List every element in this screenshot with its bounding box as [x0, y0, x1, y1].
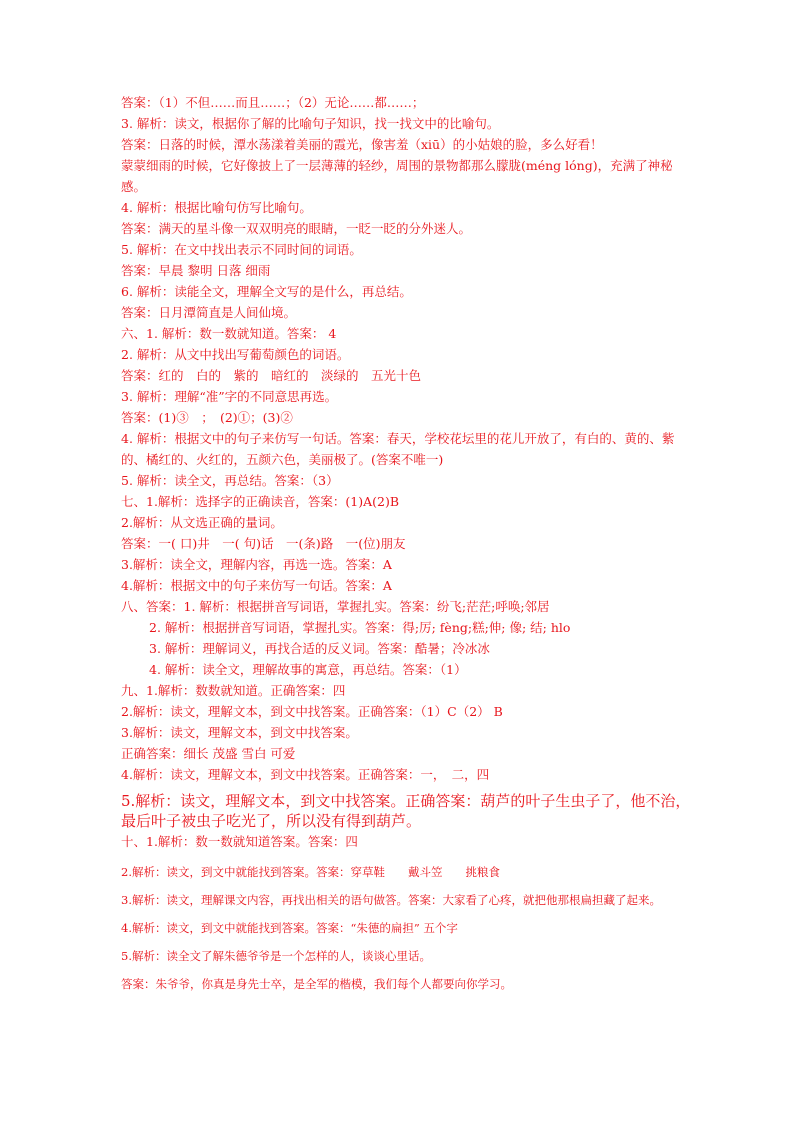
text-line: 十、1.解析：数一数就知道答案。答案：四 [121, 834, 358, 849]
text-line: 蒙蒙细雨的时候，它好像披上了一层薄薄的轻纱，周围的景物都那么朦胧(méng lóng)，充满了神秘感。 [121, 158, 673, 194]
text-line: 2.解析：读文，到文中就能找到答案。答案：穿草鞋 戴斗笠 挑粮食 [121, 865, 500, 879]
text-line: 5.解析：读全文了解朱德爷爷是一个怎样的人，谈谈心里话。 [121, 949, 431, 963]
text-line: 4. 解析：读全文，理解故事的寓意，再总结。答案：（1） [149, 662, 467, 677]
text-line: 3. 解析：理解“准”字的不同意思再选。 [121, 389, 338, 404]
text-line: 5. 解析：读全文，再总结。答案：（3） [121, 473, 339, 488]
text-line: 5. 解析：在文中找出表示不同时间的词语。 [121, 242, 362, 257]
text-line: 2. 解析：根据拼音写词语，掌握扎实。答案：得;厉; fèng;糕;伸; 像; 结; hlo [149, 620, 571, 635]
text-line: 6. 解析：读能全文，理解全文写的是什么，再总结。 [121, 284, 412, 299]
text-line: 3. 解析：读文，根据你了解的比喻句子知识，找一找文中的比喻句。 [121, 116, 500, 131]
text-line: 2.解析：读文，理解文本，到文中找答案。正确答案：（1）C（2） B [121, 704, 503, 719]
text-line: 答案：(1)③ ； (2)①；(3)② [121, 410, 293, 425]
text-line: 4.解析：根据文中的句子来仿写一句话。答案：A [121, 578, 392, 593]
text-line: 七、1.解析：选择字的正确读音，答案：(1)A(2)B [121, 494, 400, 509]
text-line: 3.解析：读全文，理解内容，再选一选。答案：A [121, 557, 392, 572]
text-line: 答案：红的 白的 紫的 暗红的 淡绿的 五光十色 [121, 368, 422, 383]
text-line: 4. 解析：根据比喻句仿写比喻句。 [121, 200, 312, 215]
text-line: 九、1.解析：数数就知道。正确答案：四 [121, 683, 346, 698]
text-line: 答案：（1）不但……而且……；（2）无论……都……； [121, 95, 425, 110]
text-line: 六、1. 解析：数一数就知道。答案： 4 [121, 326, 337, 341]
text-line: 3. 解析：理解词义，再找合适的反义词。答案：酷暑；冷冰冰 [149, 641, 490, 656]
text-line: 答案：一( 口)井 一( 句)话 一(条)路 一(位)朋友 [121, 536, 406, 551]
text-line: 2.解析：从文选正确的量词。 [121, 515, 283, 530]
text-line: 八、答案：1. 解析：根据拼音写词语，掌握扎实。答案：纷飞;茫茫;呼唤;邻居 [121, 599, 550, 614]
text-line: 4. 解析：根据文中的句子来仿写一句话。答案：春天，学校花坛里的花儿开放了，有白的、黄的、紫的、橘红的、火红的，五颜六色，美丽极了。(答案不唯一) [121, 431, 675, 467]
text-line: 答案：朱爷爷，你真是身先士卒，是全军的楷模，我们每个人都要向你学习。 [121, 977, 512, 991]
text-line: 5.解析：读文，理解文本，到文中找答案。正确答案：葫芦的叶子生虫子了，他不治，最后叶子被虫子吃光了，所以没有得到葫芦。 [121, 792, 691, 830]
text-line: 4.解析：读文，到文中就能找到答案。答案：“朱德的扁担” 五个字 [121, 921, 458, 935]
text-line: 正确答案：细长 茂盛 雪白 可爱 [121, 746, 296, 761]
text-line: 答案：日月潭简直是人间仙境。 [121, 305, 297, 320]
text-line: 答案：早晨 黎明 日落 细雨 [121, 263, 271, 278]
text-line: 2. 解析：从文中找出写葡萄颜色的词语。 [121, 347, 350, 362]
answer-key-text [121, 92, 691, 992]
text-line: 3.解析：读文，理解课文内容，再找出相关的语句做答。答案：大家看了心疼，就把他那根扁担藏了起来。 [121, 893, 661, 907]
text-line: 3.解析：读文，理解文本，到文中找答案。 [121, 725, 358, 740]
text-line: 答案：满天的星斗像一双双明亮的眼睛，一眨一眨的分外迷人。 [121, 221, 472, 236]
text-line: 答案：日落的时候，潭水荡漾着美丽的霞光，像害羞（xiū）的小姑娘的脸，多么好看！ [121, 137, 603, 152]
text-line: 4.解析：读文，理解文本，到文中找答案。正确答案：一， 二，四 [121, 767, 490, 782]
